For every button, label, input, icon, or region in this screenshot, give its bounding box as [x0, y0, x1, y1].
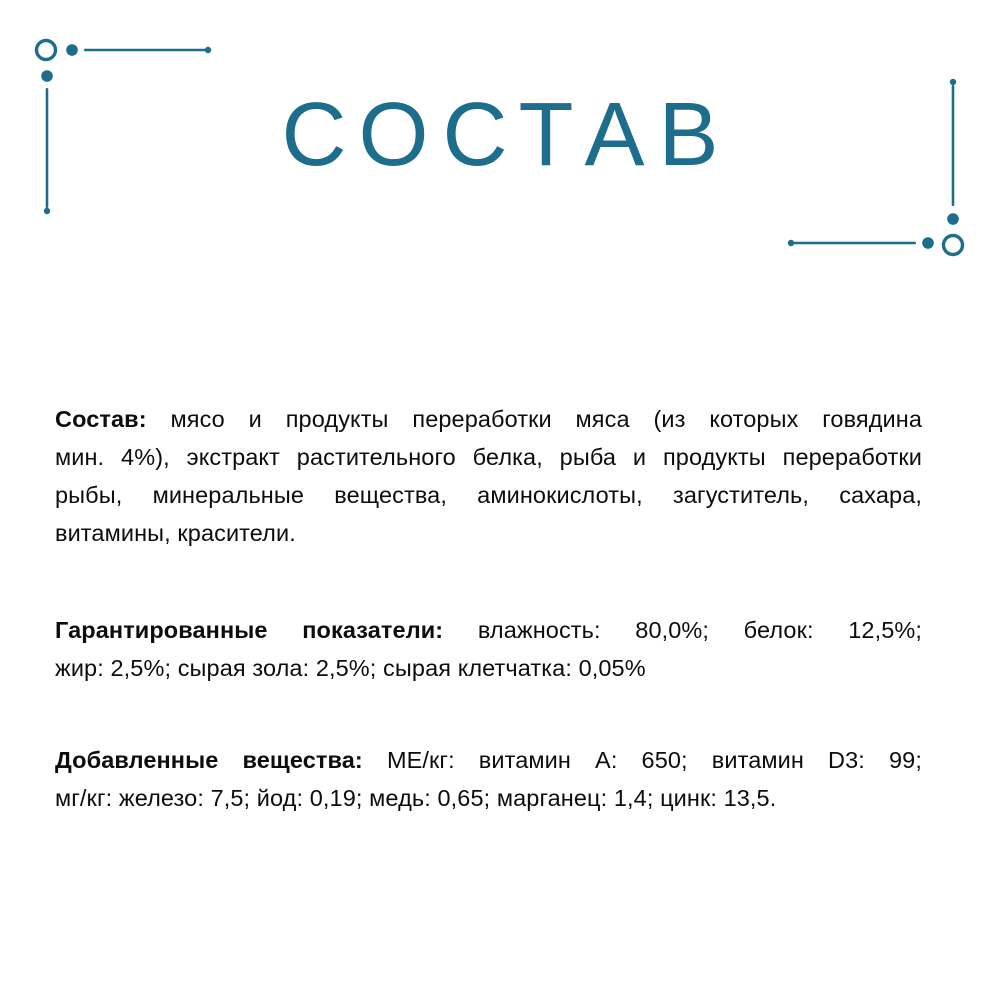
dot-icon — [922, 237, 934, 249]
horizontal-line — [793, 242, 916, 245]
text-line: мг/кг: железо: 7,5; йод: 0,19; медь: 0,65; марганец: 1,4; цинк: 13,5. — [55, 785, 777, 811]
small-dot-icon — [950, 79, 956, 85]
text-line: жир: 2,5%; сырая зола: 2,5%; сырая клетчатка: 0,05% — [55, 655, 646, 681]
added-substances-label: Добавленные вещества: — [55, 747, 363, 773]
ring-icon — [37, 41, 56, 60]
small-dot-icon — [44, 208, 50, 214]
text-line: мин. 4%), экстракт растительного белка, рыба и продукты переработки — [55, 444, 922, 470]
page-title: СОСТАВ — [281, 85, 733, 185]
text-line: рыбы, минеральные вещества, аминокислоты, загуститель, сахара, — [55, 482, 922, 508]
dot-icon — [947, 213, 959, 225]
small-dot-icon — [205, 47, 211, 53]
text-line — [55, 611, 922, 649]
text-line — [55, 741, 922, 779]
added-substances-section — [55, 741, 922, 817]
text-line-content: мясо и продукты переработки мяса (из которых говядина — [170, 406, 923, 432]
dot-icon — [41, 70, 53, 82]
text-line: витамины, красители. — [55, 520, 296, 546]
text-line-content: влажность: 80,0%; белок: 12,5%; — [477, 617, 922, 643]
ring-icon — [944, 236, 963, 255]
guaranteed-analysis-section — [55, 611, 922, 687]
composition-section — [55, 400, 922, 552]
horizontal-line — [84, 49, 207, 52]
guaranteed-analysis-label: Гарантированные показатели: — [55, 617, 444, 643]
small-dot-icon — [788, 240, 794, 246]
composition-label: Состав: — [55, 406, 147, 432]
text-line — [55, 400, 922, 438]
dot-icon — [66, 44, 78, 56]
text-line-content: МЕ/кг: витамин А: 650; витамин D3: 99; — [386, 747, 922, 773]
